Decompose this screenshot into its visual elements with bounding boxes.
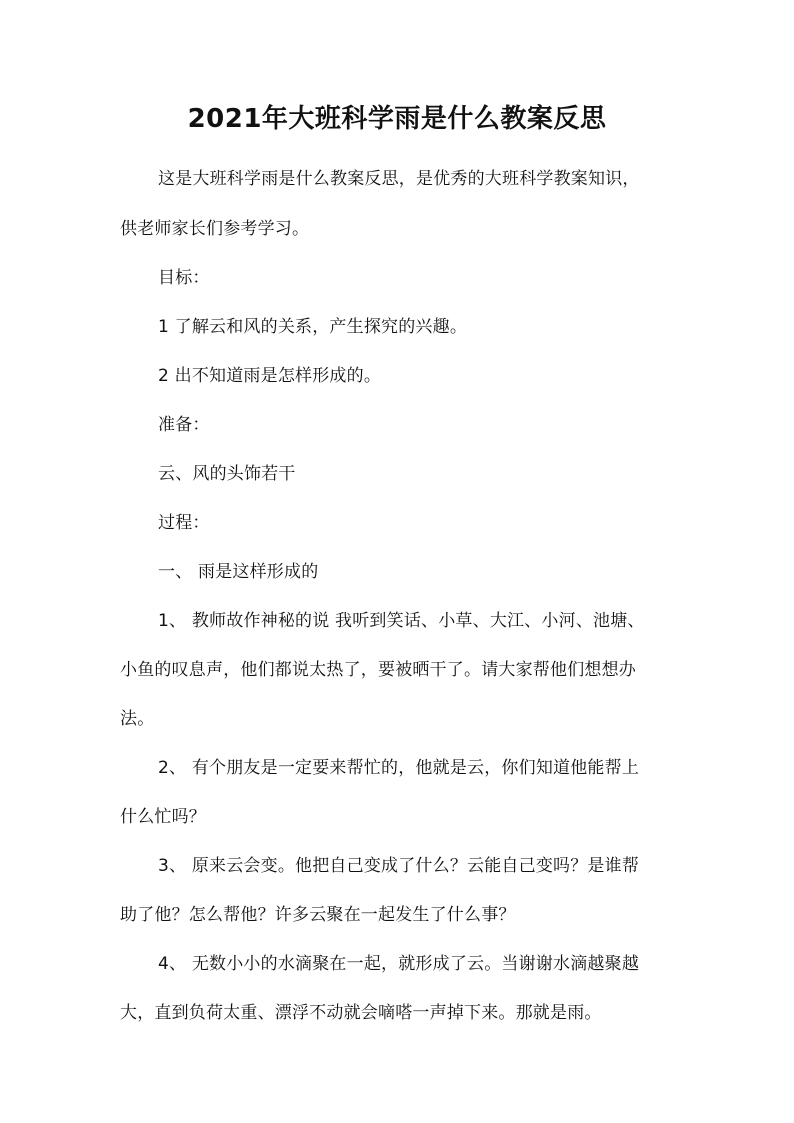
goal-item-2: 2 出不知道雨是怎样形成的。	[158, 366, 382, 386]
paragraph-line-intro-2: 供老师家长们参考学习。	[120, 219, 310, 239]
section-heading-process: 过程：	[158, 513, 210, 533]
process-step-1-line-1: 1、 教师故作神秘的说 我听到笑话、小草、大江、小河、池塘、	[158, 611, 645, 631]
section-heading-goals: 目标：	[158, 268, 210, 288]
process-subheading-1: 一、 雨是这样形成的	[158, 562, 319, 582]
process-step-4-line-2: 大，直到负荷太重、漂浮不动就会嘀嗒一声掉下来。那就是雨。	[120, 1003, 602, 1023]
section-heading-preparation: 准备：	[158, 415, 210, 435]
process-step-3-line-1: 3、 原来云会变。他把自己变成了什么？云能自己变吗？是谁帮	[158, 856, 640, 876]
process-step-2-line-2: 什么忙吗？	[120, 807, 206, 827]
goal-item-1: 1 了解云和风的关系，产生探究的兴趣。	[158, 317, 468, 337]
process-step-4-line-1: 4、 无数小小的水滴聚在一起，就形成了云。当谢谢水滴越聚越	[158, 954, 640, 974]
process-step-1-line-3: 法。	[120, 709, 155, 729]
paragraph-line-intro-1: 这是大班科学雨是什么教案反思，是优秀的大班科学教案知识，	[158, 169, 640, 189]
document-title: 2021年大班科学雨是什么教案反思	[187, 104, 607, 134]
process-step-2-line-1: 2、 有个朋友是一定要来帮忙的，他就是云，你们知道他能帮上	[158, 758, 640, 778]
process-step-1-line-2: 小鱼的叹息声，他们都说太热了，要被晒干了。请大家帮他们想想办	[120, 660, 636, 680]
process-step-3-line-2: 助了他？怎么帮他？许多云聚在一起发生了什么事？	[120, 905, 516, 925]
preparation-item: 云、风的头饰若干	[158, 464, 296, 484]
